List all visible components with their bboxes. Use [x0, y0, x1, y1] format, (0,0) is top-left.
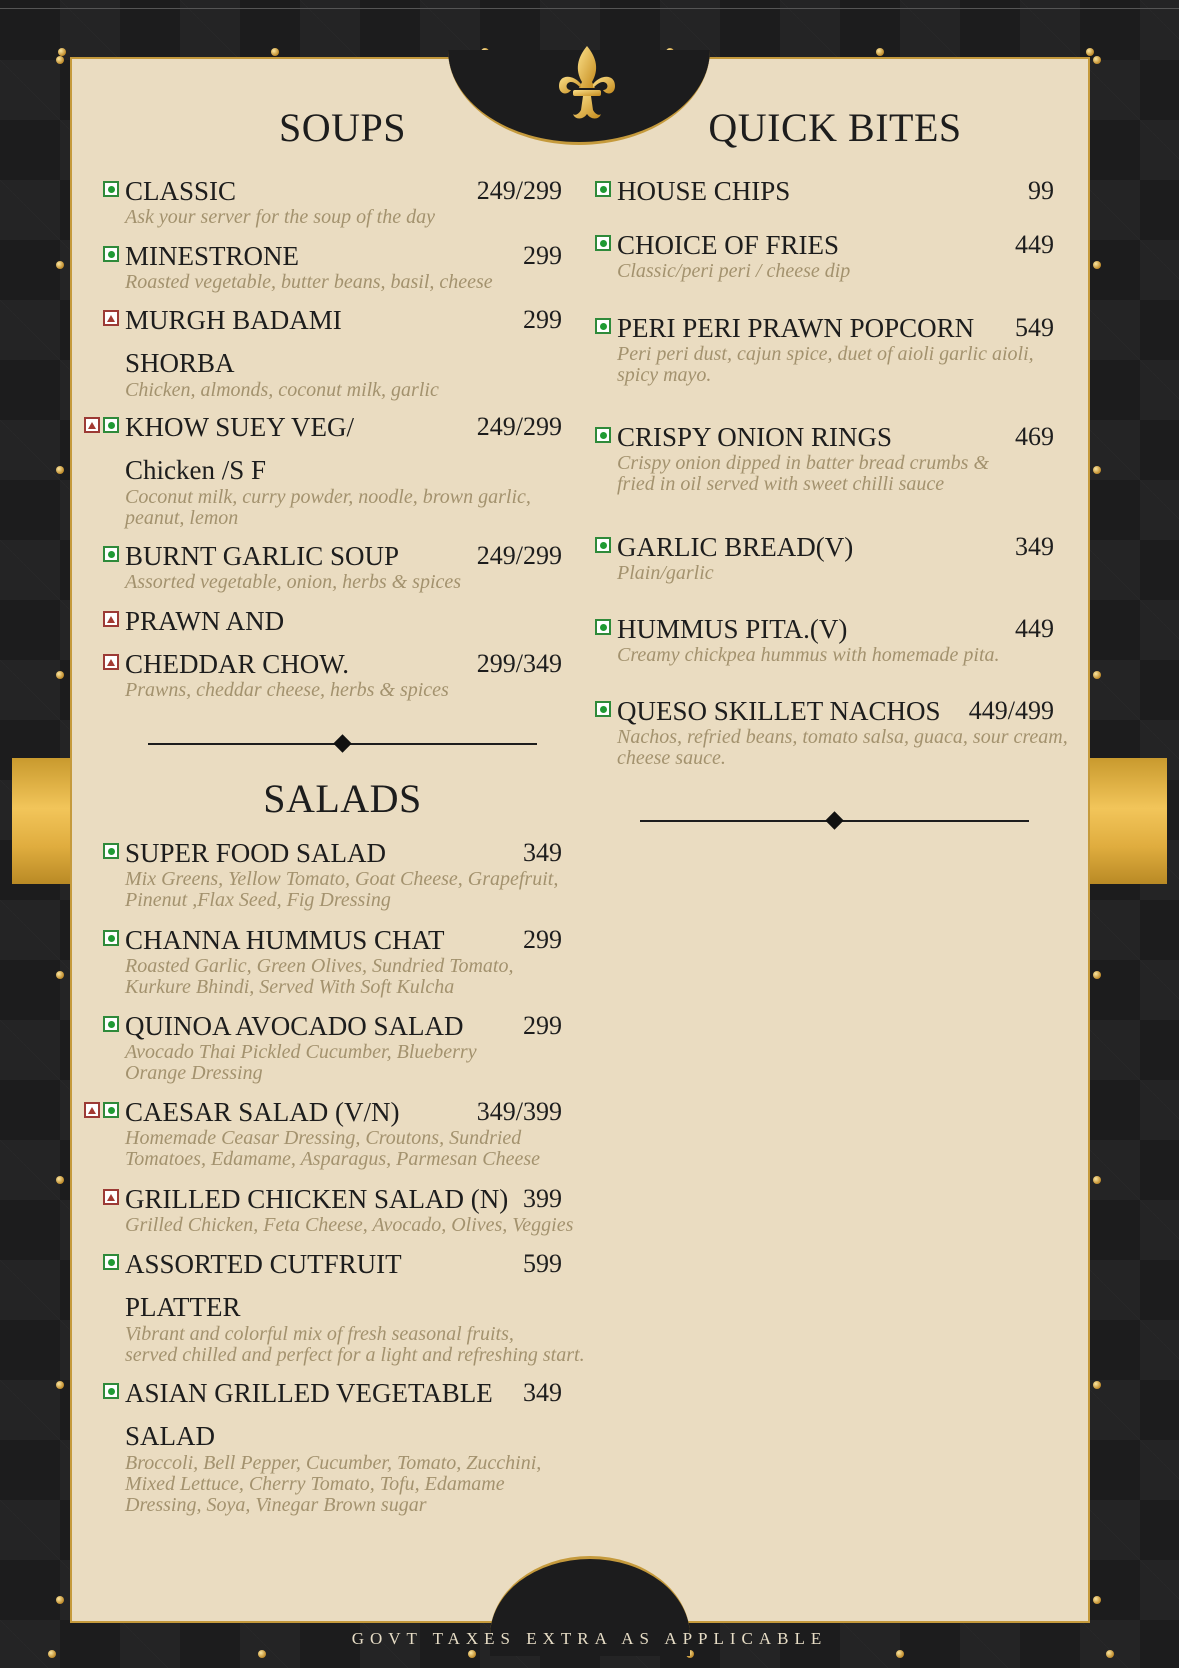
- gold-stud: [56, 971, 64, 979]
- item-description: peanut, lemon: [125, 507, 239, 529]
- item-price: 299: [523, 241, 562, 270]
- gold-stud: [56, 671, 64, 679]
- gold-stud: [1093, 56, 1101, 64]
- item-description: Ask your server for the soup of the day: [125, 206, 435, 228]
- diet-badges: [595, 181, 611, 201]
- diet-badges: [103, 1189, 119, 1209]
- veg-indicator-icon: [103, 1383, 119, 1399]
- item-description: Dressing, Soya, Vinegar Brown sugar: [125, 1494, 427, 1516]
- diet-badges: [103, 611, 119, 631]
- item-description: Crispy onion dipped in batter bread crumbs &: [617, 452, 990, 474]
- item-price: 469: [1015, 422, 1054, 451]
- nonveg-indicator-icon: [103, 654, 119, 670]
- gold-stud: [1093, 466, 1101, 474]
- veg-indicator-icon: [103, 1016, 119, 1032]
- menu-item: [617, 313, 1054, 386]
- item-name: MURGH BADAMI: [125, 305, 342, 335]
- item-price: 349/399: [476, 1097, 562, 1126]
- menu-item: [125, 649, 562, 701]
- gold-stud: [1086, 48, 1094, 56]
- veg-indicator-icon: [595, 537, 611, 553]
- diet-badges: [595, 701, 611, 721]
- veg-indicator-icon: [103, 246, 119, 262]
- item-price: 299: [523, 305, 562, 334]
- item-description: Prawns, cheddar cheese, herbs & spices: [125, 679, 449, 701]
- item-description: cheese sauce.: [617, 747, 726, 769]
- menu-item: [617, 230, 1054, 282]
- gold-stud: [1093, 971, 1101, 979]
- menu-item: [125, 925, 562, 998]
- item-description: Classic/peri peri / cheese dip: [617, 260, 851, 282]
- menu-item: [125, 1011, 562, 1084]
- veg-indicator-icon: [103, 546, 119, 562]
- diet-badges: [595, 619, 611, 639]
- item-name: SUPER FOOD SALAD: [125, 838, 387, 868]
- diet-badges: [595, 537, 611, 557]
- item-description: Peri peri dust, cajun spice, duet of aioli garlic aioli,: [617, 343, 1034, 365]
- diet-badges: [595, 427, 611, 447]
- item-description: spicy mayo.: [617, 364, 712, 386]
- veg-indicator-icon: [103, 417, 119, 433]
- top-border-line: [0, 8, 1179, 9]
- menu-item: [125, 606, 562, 646]
- item-price: 349: [523, 838, 562, 867]
- item-price: 249/299: [476, 176, 562, 205]
- item-description: Coconut milk, curry powder, noodle, brown garlic,: [125, 486, 531, 508]
- item-name: QUINOA AVOCADO SALAD: [125, 1011, 464, 1041]
- gold-stud: [56, 261, 64, 269]
- gold-stud: [271, 48, 279, 56]
- item-name: BURNT GARLIC SOUP: [125, 541, 400, 571]
- item-name: ASIAN GRILLED VEGETABLE: [125, 1378, 493, 1408]
- menu-item: [125, 412, 562, 529]
- menu-item: [617, 422, 1054, 495]
- menu-item: [617, 696, 1068, 769]
- item-description: fried in oil served with sweet chilli sauce: [617, 473, 945, 495]
- fleur-de-lis-icon: [555, 44, 619, 122]
- item-description: Assorted vegetable, onion, herbs & spices: [125, 571, 462, 593]
- item-name: CHANNA HUMMUS CHAT: [125, 925, 445, 955]
- gold-stud: [876, 48, 884, 56]
- gold-stud: [896, 1650, 904, 1658]
- menu-item: [125, 305, 562, 401]
- item-description: Homemade Ceasar Dressing, Croutons, Sundried: [125, 1127, 522, 1149]
- item-price: 299: [523, 1011, 562, 1040]
- diet-badges: [595, 235, 611, 255]
- item-name: CHEDDAR CHOW.: [125, 649, 350, 679]
- item-name: CRISPY ONION RINGS: [617, 422, 893, 452]
- item-price: 449/499: [968, 696, 1054, 725]
- item-description: Creamy chickpea hummus with homemade pita.: [617, 644, 1000, 666]
- diet-badges: [103, 1383, 119, 1403]
- gold-stud: [56, 466, 64, 474]
- gold-stud: [1093, 1596, 1101, 1604]
- diet-badges: [103, 546, 119, 566]
- soups-title: SOUPS: [278, 105, 406, 150]
- item-name: PERI PERI PRAWN POPCORN: [617, 313, 975, 343]
- quick-bites-title: QUICK BITES: [708, 105, 962, 150]
- veg-indicator-icon: [595, 181, 611, 197]
- menu-item: [125, 1097, 562, 1170]
- item-description: Plain/garlic: [617, 562, 714, 584]
- item-description: Grilled Chicken, Feta Cheese, Avocado, Olives, Veggies: [125, 1214, 574, 1236]
- menu-item: [617, 176, 1054, 216]
- item-name: GRILLED CHICKEN SALAD (N): [125, 1184, 509, 1214]
- item-price: 349: [523, 1378, 562, 1407]
- item-description: Broccoli, Bell Pepper, Cucumber, Tomato, Zucchini,: [125, 1452, 542, 1474]
- menu-item: [125, 1184, 574, 1236]
- item-price: 249/299: [476, 541, 562, 570]
- gold-stud: [1093, 1176, 1101, 1184]
- veg-indicator-icon: [595, 235, 611, 251]
- gold-stud: [48, 1650, 56, 1658]
- item-name: KHOW SUEY VEG/: [125, 412, 354, 442]
- menu-item: [125, 176, 562, 228]
- gold-stud: [56, 56, 64, 64]
- item-name-continued: SHORBA: [125, 348, 235, 378]
- gold-stud: [1093, 261, 1101, 269]
- item-name-continued: Chicken /S F: [125, 455, 267, 485]
- item-name: HOUSE CHIPS: [617, 176, 791, 206]
- footer-note: GOVT TAXES EXTRA AS APPLICABLE: [351, 1629, 828, 1648]
- veg-indicator-icon: [595, 427, 611, 443]
- item-price: 249/299: [476, 412, 562, 441]
- nonveg-indicator-icon: [103, 310, 119, 326]
- item-name: CAESAR SALAD (V/N): [125, 1097, 400, 1127]
- gold-stud: [58, 48, 66, 56]
- item-price: 449: [1015, 614, 1054, 643]
- item-price: 449: [1015, 230, 1054, 259]
- nonveg-indicator-icon: [103, 1189, 119, 1205]
- veg-indicator-icon: [595, 619, 611, 635]
- item-price: 599: [523, 1249, 562, 1278]
- item-name: ASSORTED CUTFRUIT: [125, 1249, 402, 1279]
- item-description: Roasted Garlic, Green Olives, Sundried Tomato,: [125, 955, 514, 977]
- item-description: Orange Dressing: [125, 1062, 263, 1084]
- diet-badges: [84, 1102, 119, 1122]
- item-description: Kurkure Bhindi, Served With Soft Kulcha: [125, 976, 455, 998]
- item-name: HUMMUS PITA.(V): [617, 614, 848, 644]
- menu-item: [125, 541, 562, 593]
- menu-item: [617, 614, 1054, 666]
- veg-indicator-icon: [103, 1102, 119, 1118]
- nonveg-indicator-icon: [84, 1102, 100, 1118]
- nonveg-indicator-icon: [84, 417, 100, 433]
- gold-stud: [258, 1650, 266, 1658]
- gold-stud: [56, 1176, 64, 1184]
- item-description: Roasted vegetable, butter beans, basil, cheese: [125, 271, 493, 293]
- item-name-continued: SALAD: [125, 1421, 216, 1451]
- item-description: served chilled and perfect for a light and refreshing start.: [125, 1344, 585, 1366]
- menu-item: [617, 532, 1054, 584]
- item-description: Tomatoes, Edamame, Asparagus, Parmesan Cheese: [125, 1148, 540, 1170]
- diet-badges: [103, 930, 119, 950]
- veg-indicator-icon: [103, 1254, 119, 1270]
- diet-badges: [595, 318, 611, 338]
- menu-item: [125, 838, 562, 911]
- item-name: PRAWN AND: [125, 606, 285, 636]
- item-price: 349: [1015, 532, 1054, 561]
- item-description: Avocado Thai Pickled Cucumber, Blueberry: [125, 1041, 477, 1063]
- diet-badges: [103, 310, 119, 330]
- veg-indicator-icon: [595, 318, 611, 334]
- salads-title: SALADS: [263, 776, 422, 821]
- menu-item: [125, 1378, 562, 1516]
- item-name: MINESTRONE: [125, 241, 299, 271]
- veg-indicator-icon: [595, 701, 611, 717]
- item-price: 299: [523, 925, 562, 954]
- diet-badges: [103, 654, 119, 674]
- item-description: Pinenut ,Flax Seed, Fig Dressing: [125, 889, 391, 911]
- veg-indicator-icon: [103, 930, 119, 946]
- diet-badges: [103, 843, 119, 863]
- item-description: Mixed Lettuce, Cherry Tomato, Tofu, Edamame: [125, 1473, 505, 1495]
- gold-stud: [1093, 671, 1101, 679]
- diet-badges: [103, 1254, 119, 1274]
- gold-stud: [1106, 1650, 1114, 1658]
- diet-badges: [103, 1016, 119, 1036]
- menu-item: [125, 1249, 585, 1366]
- gold-stud: [56, 1596, 64, 1604]
- item-description: Chicken, almonds, coconut milk, garlic: [125, 379, 439, 401]
- menu-item: [125, 241, 562, 293]
- item-price: 399: [523, 1184, 562, 1213]
- diet-badges: [103, 246, 119, 266]
- nonveg-indicator-icon: [103, 611, 119, 627]
- item-price: 99: [1028, 176, 1054, 205]
- item-price: 549: [1015, 313, 1054, 342]
- item-price: 299/349: [476, 649, 562, 678]
- gold-stud: [1093, 1381, 1101, 1389]
- diet-badges: [84, 417, 119, 437]
- item-name: CHOICE OF FRIES: [617, 230, 840, 260]
- item-name: QUESO SKILLET NACHOS: [617, 696, 941, 726]
- item-name-continued: PLATTER: [125, 1292, 241, 1322]
- item-description: Vibrant and colorful mix of fresh seasonal fruits,: [125, 1323, 514, 1345]
- gold-stud: [468, 1650, 476, 1658]
- veg-indicator-icon: [103, 181, 119, 197]
- item-description: Nachos, refried beans, tomato salsa, guaca, sour cream,: [617, 726, 1068, 748]
- item-name: CLASSIC: [125, 176, 237, 206]
- item-name: GARLIC BREAD(V): [617, 532, 854, 562]
- diet-badges: [103, 181, 119, 201]
- veg-indicator-icon: [103, 843, 119, 859]
- item-description: Mix Greens, Yellow Tomato, Goat Cheese, Grapefruit,: [125, 868, 559, 890]
- gold-stud: [56, 1381, 64, 1389]
